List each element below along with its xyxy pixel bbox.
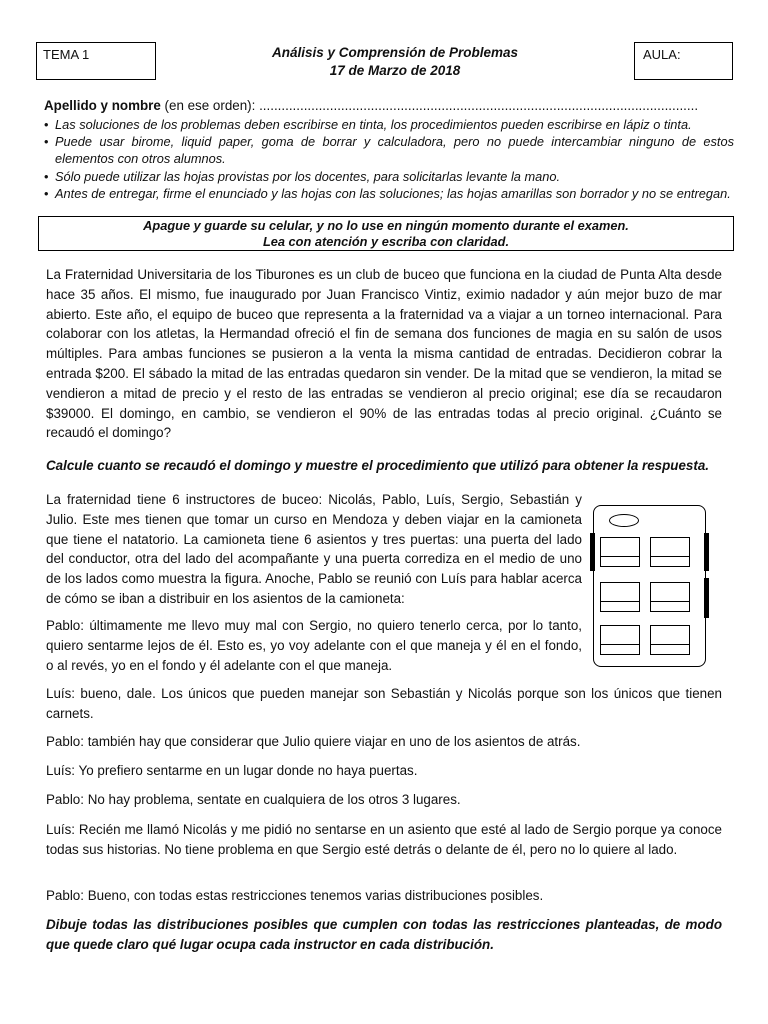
van-diagram	[593, 505, 706, 667]
exam-date: 17 de Marzo de 2018	[329, 63, 461, 78]
tema-box	[36, 42, 156, 80]
seat-middle-left	[600, 582, 640, 612]
problem1-text: La Fraternidad Universitaria de los Tiburones es un club de buceo que funciona en la ciudad de Punta Alta desde hace 35 años. El mismo, fue inaugurado por Juan Francisco Vintiz, eximio nadador y aún mejor buzo de mar abierto. Este año, el equipo de buceo que representa a la fraternidad va a viajar a un torneo internacional. Para colaborar con los atletas, la Hermandad ofreció el fin de semana dos funciones de magia en su salón de usos múltiples. Para ambas funciones se pusieron a la venta la misma cantidad de entradas. Decidieron cobrar la entrada $200. El sábado la mitad de las entradas quedaron sin vender. De la mitad que se vendieron, la mitad se vendieron a mitad de precio y el resto de las entradas se vendieron al precio original; ese día se recaudaron $39000. El domingo, en cambio, se vendieron el 90% de las entradas todas al precio original. ¿Cuánto se recaudó el domingo?	[46, 267, 722, 441]
dialogue-line: Pablo: Bueno, con todas estas restricciones tenemos varias distribuciones posibles.	[46, 888, 544, 903]
door-passenger	[704, 533, 709, 571]
rule-item: • Las soluciones de los problemas deben escribirse en tinta, los procedimientos pueden escribirse en lápiz o tinta.	[44, 116, 734, 133]
seat-back-left	[600, 625, 640, 655]
seat-middle-right	[650, 582, 690, 612]
rule-item: • Antes de entregar, firme el enunciado y las hojas con las soluciones; las hojas amarillas son borrador y no se entregan.	[44, 185, 734, 202]
aula-label: AULA:	[643, 47, 681, 62]
exam-title-subject: Análisis y Comprensión de Problemas	[271, 45, 519, 60]
aula-box	[634, 42, 733, 80]
rule-item: • Sólo puede utilizar las hojas provistas por los docentes, para solicitarlas levante la mano.	[44, 168, 734, 185]
exam-title	[200, 44, 590, 80]
rules-list	[44, 116, 734, 202]
seat-front-left	[600, 537, 640, 567]
dialogue-line: Pablo: últimamente me llevo muy mal con Sergio, no quiero tenerlo cerca, por lo tanto, quiero sentarme lejos de él. Esto es, yo voy adelante con el que maneja y él en el fondo, o al revés, yo en el fondo y él adelante con el que maneja.	[46, 618, 582, 673]
door-driver	[590, 533, 595, 571]
name-field-label: Apellido y nombre	[44, 98, 161, 113]
dialogue-line: Luís: bueno, dale. Los únicos que pueden manejar son Sebastián y Nicolás porque son los únicos que tienen carnets.	[46, 686, 722, 721]
steering-wheel-icon	[609, 514, 639, 527]
problem2-task: Dibuje todas las distribuciones posibles que cumplen con todas las restricciones planteadas, de modo que quede claro qué lugar ocupa cada instructor en cada distribución.	[46, 917, 722, 952]
notice-line: Lea con atención y escriba con claridad.	[262, 233, 510, 249]
name-field-dots: (en ese orden): ......................................................................................................................	[160, 98, 699, 113]
tema-label: TEMA 1	[43, 47, 90, 62]
rule-item: • Puede usar birome, liquid paper, goma de borrar y calculadora, pero no puede intercambiar ninguno de estos elementos con otros alumnos.	[44, 133, 734, 167]
dialogue-line: Luís: Recién me llamó Nicolás y me pidió no sentarse en un asiento que esté al lado de Sergio porque ya conoce todas sus historias. No tiene problema en que Sergio esté detrás o delante de él, pero no lo quiere al lado.	[46, 822, 722, 857]
dialogue-line: Pablo: también hay que considerar que Julio quiere viajar en uno de los asientos de atrás.	[46, 734, 581, 749]
problem2-intro: La fraternidad tiene 6 instructores de buceo: Nicolás, Pablo, Luís, Sergio, Sebastián y Julio. Este mes tienen que tomar un curso en Mendoza y deben viajar en la camioneta que tiene el natatorio. La camioneta tiene 6 asientos y tres puertas: una puerta del lado del conductor, otra del lado del acompañante y una puerta corrediza en el medio de uno de los lados como muestra la figura. Anoche, Pablo se reunió con Luís para hablar acerca de cómo se iban a distribuir en los asientos de la camioneta:	[46, 492, 582, 606]
seat-front-right	[650, 537, 690, 567]
problem1-task: Calcule cuanto se recaudó el domingo y muestre el procedimiento que utilizó para obtener la respuesta.	[46, 458, 710, 473]
name-field[interactable]	[44, 98, 744, 113]
notice-line: Apague y guarde su celular, y no lo use en ningún momento durante el examen.	[143, 218, 629, 233]
notice-box	[38, 216, 734, 251]
dialogue-line: Luís: Yo prefiero sentarme en un lugar donde no haya puertas.	[46, 763, 418, 778]
dialogue-line: Pablo: No hay problema, sentate en cualquiera de los otros 3 lugares.	[46, 792, 461, 807]
seat-back-right	[650, 625, 690, 655]
door-sliding	[704, 578, 709, 618]
